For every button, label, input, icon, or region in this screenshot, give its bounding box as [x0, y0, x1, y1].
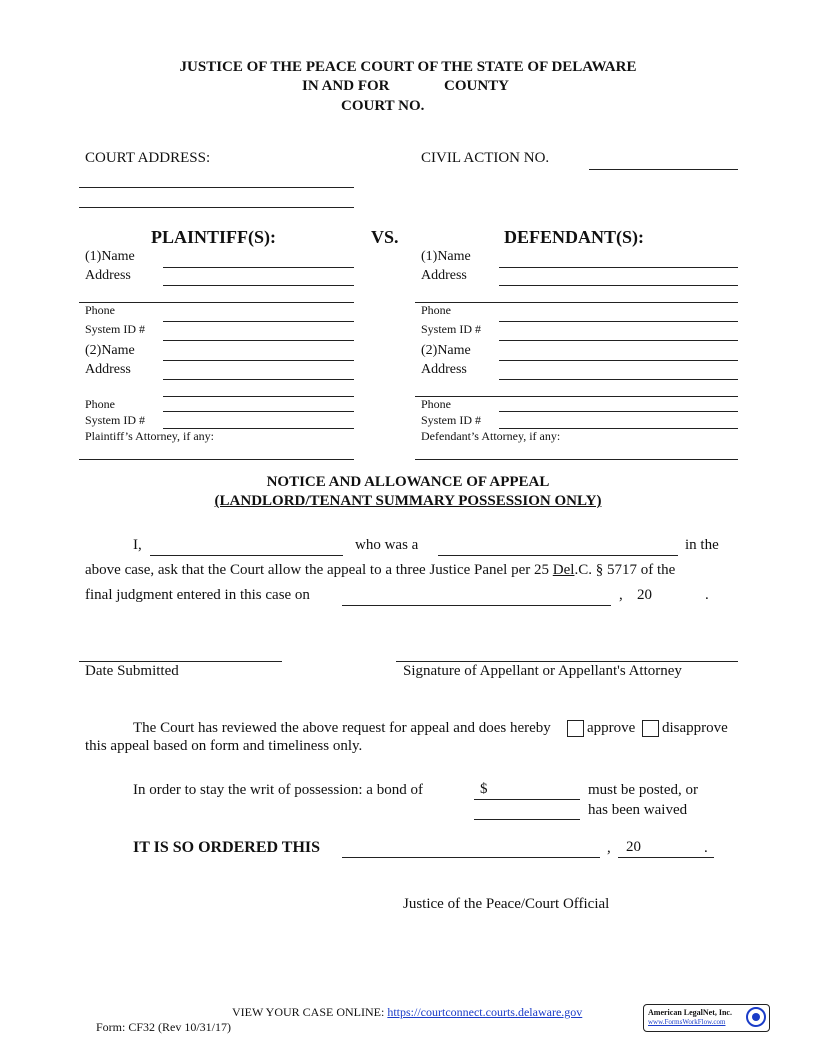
review-text2: this appeal based on form and timeliness only. — [85, 738, 363, 754]
official-label: Justice of the Peace/Court Official — [403, 896, 610, 912]
body-line2 — [85, 562, 675, 579]
plaintiff-sysid1-label: System ID # — [85, 322, 145, 336]
body-twenty: 20 — [637, 587, 652, 603]
plaintiff-address2-field[interactable] — [163, 379, 354, 380]
defendant-sysid1-label: System ID # — [421, 322, 481, 336]
approve-checkbox[interactable] — [567, 720, 584, 737]
ordered-comma: , — [607, 840, 611, 856]
bond-must-post: must be posted, or — [588, 782, 698, 798]
form-id: Form: CF32 (Rev 10/31/17) — [96, 1020, 232, 1034]
plaintiff-name1-label: (1)Name — [85, 249, 135, 264]
bond-waived-field[interactable] — [474, 819, 580, 820]
court-address-line-2[interactable] — [79, 207, 354, 208]
american-legalnet-logo — [643, 1004, 770, 1032]
plaintiff-phone2-field[interactable] — [163, 411, 354, 412]
date-submitted-label: Date Submitted — [85, 663, 179, 679]
body-who-was-a: who was a — [355, 537, 419, 553]
plaintiff-phone2-label: Phone — [85, 397, 115, 411]
body-period: . — [705, 587, 709, 603]
defendant-phone2-field[interactable] — [499, 411, 738, 412]
body-i: I, — [133, 537, 142, 553]
defendant-address1-line2[interactable] — [415, 302, 738, 303]
signature-label: Signature of Appellant or Appellant's Attorney — [403, 663, 682, 679]
ordered-period: . — [704, 840, 708, 856]
plaintiff-sysid2-label: System ID # — [85, 413, 145, 427]
defendant-phone1-field[interactable] — [499, 321, 738, 322]
notice-subtitle: (LANDLORD/TENANT SUMMARY POSSESSION ONLY) — [214, 493, 602, 509]
defendant-address1-label: Address — [421, 268, 467, 283]
review-text1: The Court has reviewed the above request for appeal and does hereby — [133, 720, 551, 736]
plaintiff-sysid1-field[interactable] — [163, 340, 354, 341]
view-online-line — [232, 1005, 582, 1020]
civil-action-no-field[interactable] — [589, 169, 738, 170]
notice-title: NOTICE AND ALLOWANCE OF APPEAL — [266, 474, 550, 490]
vs-label: VS. — [371, 227, 399, 247]
case-online-link[interactable]: https://courtconnect.courts.delaware.gov — [387, 1005, 583, 1019]
ordered-twenty: 20 — [626, 839, 641, 855]
ordered-year-field[interactable] — [618, 857, 714, 858]
county-label: COUNTY — [444, 78, 510, 94]
plaintiff-attorney-field[interactable] — [79, 459, 354, 460]
defendant-phone2-label: Phone — [421, 397, 451, 411]
appellant-role-field[interactable] — [438, 555, 678, 556]
court-title: JUSTICE OF THE PEACE COURT OF THE STATE OF DELAWARE — [179, 59, 637, 75]
body-line2-pre: above case, ask that the Court allow the appeal to a three Justice Panel per 25 — [85, 562, 550, 578]
disapprove-label: disapprove — [662, 720, 728, 736]
seal-icon — [746, 1007, 766, 1027]
view-online-label: VIEW YOUR CASE ONLINE: — [232, 1005, 385, 1019]
plaintiff-phone1-field[interactable] — [163, 321, 354, 322]
date-submitted-field[interactable] — [79, 661, 282, 662]
in-and-for-label: IN AND FOR — [302, 78, 390, 94]
defendant-heading: DEFENDANT(S): — [504, 227, 645, 247]
defendant-address2-label: Address — [421, 362, 467, 377]
court-address-line-1[interactable] — [79, 187, 354, 188]
defendant-address2-field[interactable] — [499, 379, 738, 380]
body-line3: final judgment entered in this case on — [85, 587, 310, 603]
bond-dollar-sign: $ — [480, 781, 488, 797]
plaintiff-address1-label: Address — [85, 268, 131, 283]
appellant-name-field[interactable] — [150, 555, 343, 556]
plaintiff-address2-label: Address — [85, 362, 131, 377]
plaintiff-phone1-label: Phone — [85, 303, 115, 317]
disapprove-checkbox[interactable] — [642, 720, 659, 737]
plaintiff-attorney-label: Plaintiff’s Attorney, if any: — [85, 429, 214, 443]
defendant-attorney-label: Defendant’s Attorney, if any: — [421, 429, 561, 443]
bond-text: In order to stay the writ of possession: a bond of — [133, 782, 423, 798]
appellant-signature-field[interactable] — [396, 661, 738, 662]
defendant-attorney-field[interactable] — [415, 459, 738, 460]
bond-waived: has been waived — [588, 802, 688, 818]
body-comma: , — [619, 587, 623, 603]
plaintiff-heading: PLAINTIFF(S): — [151, 227, 276, 247]
court-no-label: COURT NO. — [341, 98, 425, 114]
plaintiff-address2-line2[interactable] — [163, 396, 354, 397]
logo-url: www.FormsWorkFlow.com — [648, 1018, 726, 1026]
defendant-sysid1-field[interactable] — [499, 340, 738, 341]
approve-label: approve — [587, 720, 636, 736]
defendant-name2-label: (2)Name — [421, 343, 471, 358]
plaintiff-name2-field[interactable] — [163, 360, 354, 361]
defendant-sysid2-label: System ID # — [421, 413, 481, 427]
defendant-name2-field[interactable] — [499, 360, 738, 361]
ordered-date-field[interactable] — [342, 857, 600, 858]
plaintiff-address1-field[interactable] — [163, 285, 354, 286]
civil-action-label: CIVIL ACTION NO. — [421, 150, 550, 166]
defendant-address2-line2[interactable] — [415, 396, 738, 397]
defendant-name1-field[interactable] — [499, 267, 738, 268]
body-dot-c: .C. — [574, 562, 592, 578]
body-line2-post: § 5717 of the — [595, 562, 676, 578]
court-address-label: COURT ADDRESS: — [85, 150, 211, 166]
body-in-the: in the — [685, 537, 719, 553]
defendant-address1-field[interactable] — [499, 285, 738, 286]
defendant-phone1-label: Phone — [421, 303, 451, 317]
bond-amount-field[interactable] — [474, 799, 580, 800]
plaintiff-name2-label: (2)Name — [85, 343, 135, 358]
body-del: Del — [552, 562, 575, 578]
plaintiff-name1-field[interactable] — [163, 267, 354, 268]
logo-company: American LegalNet, Inc. — [648, 1008, 732, 1017]
judgment-date-field[interactable] — [342, 605, 611, 606]
plaintiff-address1-line2[interactable] — [79, 302, 354, 303]
ordered-label: IT IS SO ORDERED THIS — [133, 839, 321, 856]
defendant-name1-label: (1)Name — [421, 249, 471, 264]
